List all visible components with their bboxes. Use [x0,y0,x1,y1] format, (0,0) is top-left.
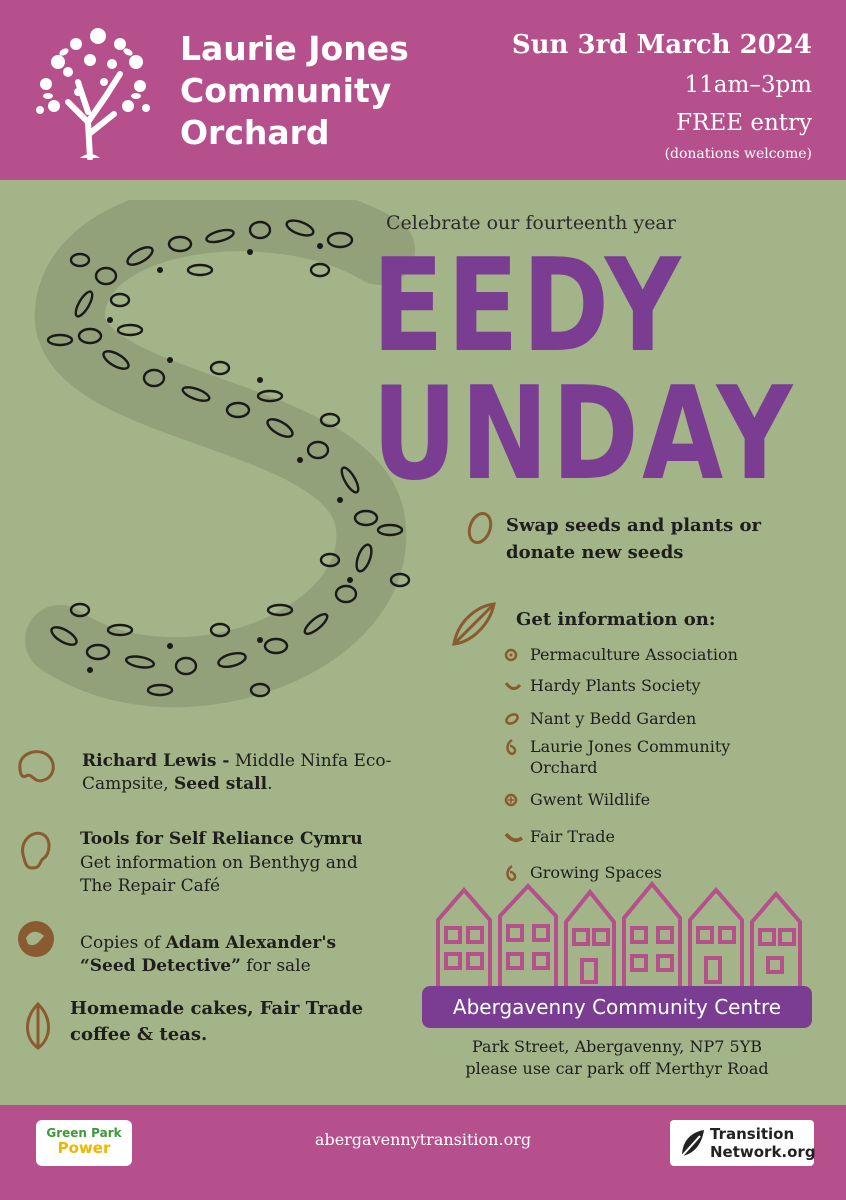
event-entry: FREE entry [676,110,812,136]
venue-parking: please use car park off Merthyr Road [465,1059,769,1078]
cakes-item: Homemade cakes, Fair Trade coffee & teas. [70,998,364,1045]
book-title: “Seed Detective” [80,956,241,976]
houses-illustration-icon [430,880,810,990]
book-author: Adam Alexander's [165,933,337,953]
list-item [530,644,738,665]
bean-icon [14,746,60,786]
info-item-label: Growing Spaces [530,863,662,882]
info-item-label: Hardy Plants Society [530,676,701,695]
event-date: Sun 3rd March 2024 [511,30,812,60]
org-title: Laurie Jones Community Orchard [180,29,409,152]
venue-name-banner: Abergavenny Community Centre [422,986,812,1028]
tree-logo-icon [28,22,158,160]
website-link[interactable]: abergavennytransition.org [314,1130,532,1149]
list-item [530,675,701,696]
leaf-seed-icon [22,1000,54,1052]
info-item-label: Permaculture Association [530,645,738,664]
seed-dot-icon [504,738,520,761]
book-pre: Copies of [80,933,166,953]
event-time: 11am–3pm [684,72,812,98]
venue-street: Park Street, Abergavenny, NP7 5YB [471,1037,763,1056]
info-item-label: Nant y Bedd Garden [530,709,697,728]
seed-icon [466,510,494,546]
event-donations: (donations welcome) [664,146,812,162]
stall-end: . [267,774,273,794]
sponsor-line2: Power [57,1139,111,1157]
seed-dot-icon [504,710,520,731]
seed-dot-icon [504,677,522,698]
seed-detective-item [80,932,400,978]
info-item-label: Laurie Jones Community Orchard [530,737,731,777]
partner-line1: Transition [710,1125,795,1143]
leaf-seed-icon [448,600,498,650]
book-seed-icon [14,918,58,960]
tools-desc: Get information on Benthyg and The Repair Café [80,853,358,896]
richard-lewis-item [82,750,452,796]
header-banner [0,0,846,180]
list-item [530,736,790,778]
partner-line2: Network.org [710,1143,816,1161]
seed-dot-icon [504,791,518,812]
list-item [530,789,650,810]
seed-icon [16,828,54,872]
book-post: for sale [240,956,311,976]
transition-network-logo [670,1120,814,1166]
seed-dot-icon [504,646,518,667]
info-heading: Get information on: [516,609,716,630]
title-word-seedy: EEDY [372,232,685,381]
stall-desc: Middle Ninfa Eco-Campsite, [82,751,392,794]
info-item-label: Fair Trade [530,827,615,846]
list-item [530,708,696,729]
swap-seeds-text: Swap seeds and plants or donate new seeds [506,515,762,563]
sponsor-line1: Green Park [46,1126,122,1140]
venue-address [422,1036,812,1080]
tools-heading: Tools for Self Reliance Cymru [80,829,363,849]
stall-type: Seed stall [174,774,268,794]
title-word-sunday: UNDAY [372,360,796,509]
list-item [530,826,615,847]
celebrate-text: Celebrate our fourteenth year [386,212,676,234]
stall-name: Richard Lewis - [82,751,230,771]
seed-dot-icon [504,828,524,849]
leaf-icon [678,1128,706,1162]
info-item-label: Gwent Wildlife [530,790,651,809]
